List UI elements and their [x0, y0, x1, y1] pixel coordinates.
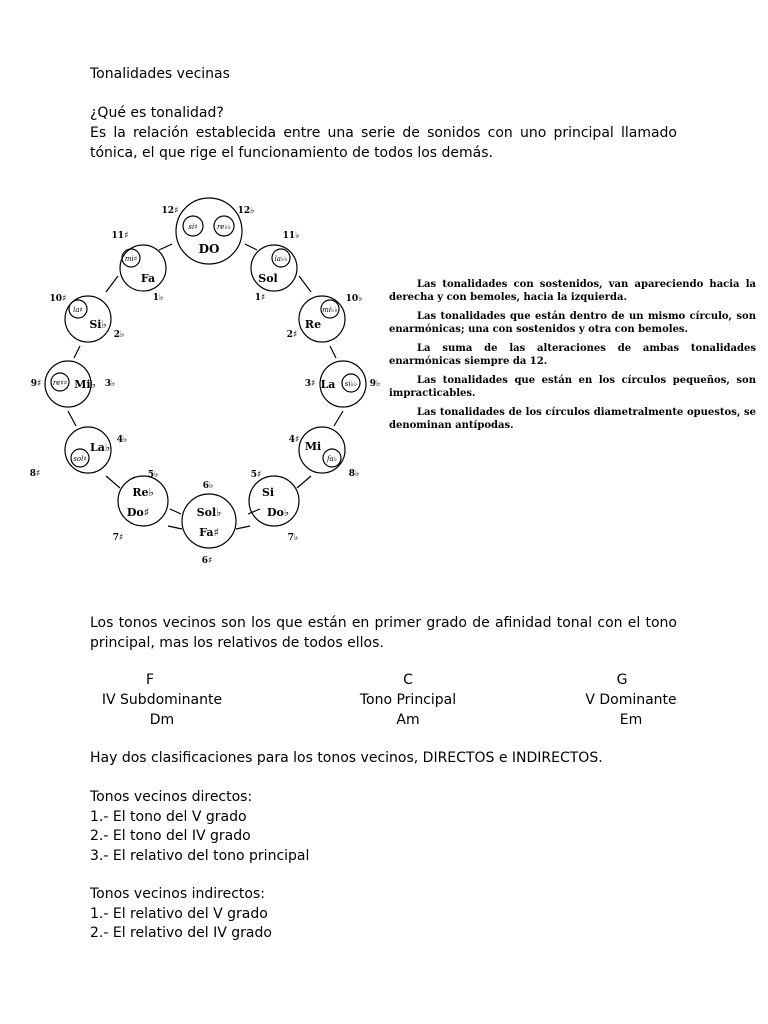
classification-text: Hay dos clasificaciones para los tonos vecinos, DIRECTOS e INDIRECTOS.: [90, 750, 603, 766]
direct-item-2: 2.- El tono del IV grado: [90, 828, 251, 844]
column-label: Tono Principal: [359, 692, 457, 708]
indirect-item-2: 2.- El relativo del IV grado: [90, 925, 272, 941]
column-principal: [308, 670, 508, 730]
svg-text:re♯♯: re♯♯: [52, 379, 68, 387]
column-key: F: [145, 672, 155, 688]
svg-text:fa♭: fa♭: [326, 455, 338, 463]
svg-text:si♭♭: si♭♭: [344, 380, 358, 388]
svg-text:3♯: 3♯: [304, 379, 316, 389]
circle-solb: [182, 494, 236, 548]
svg-text:Re♭: Re♭: [132, 486, 154, 499]
column-label: IV Subdominante: [101, 692, 223, 708]
svg-text:7♭: 7♭: [287, 533, 299, 543]
svg-text:Sol♭: Sol♭: [196, 506, 222, 519]
svg-text:6♭: 6♭: [202, 481, 214, 491]
diagram-notes: [389, 278, 756, 438]
svg-text:5♯: 5♯: [250, 470, 262, 480]
direct-heading: Tonos vecinos directos:: [90, 789, 253, 805]
note-3: La suma de las alteraciones de ambas tonalidades enarmónicas siempre da 12.: [389, 343, 756, 367]
svg-text:2♯: 2♯: [286, 330, 298, 340]
direct-item-1: 1.- El tono del V grado: [90, 809, 247, 825]
svg-text:Fa: Fa: [140, 272, 156, 285]
column-label: V Dominante: [585, 692, 677, 708]
svg-text:1♭: 1♭: [152, 293, 164, 303]
svg-text:8♯: 8♯: [29, 469, 41, 479]
svg-text:Mi: Mi: [304, 440, 322, 453]
svg-text:5♭: 5♭: [147, 470, 159, 480]
svg-text:Fa♯: Fa♯: [199, 526, 219, 539]
note-5: Las tonalidades de los círculos diametralmente opuestos, se denominan antípodas.: [389, 407, 756, 431]
svg-text:Mi♭: Mi♭: [74, 378, 96, 391]
svg-text:10♭: 10♭: [345, 294, 363, 304]
svg-text:La: La: [320, 378, 336, 391]
svg-text:si♯: si♯: [188, 223, 198, 231]
column-relative: Em: [619, 712, 643, 728]
svg-text:10♯: 10♯: [49, 294, 67, 304]
definition-paragraph: Es la relación establecida entre una serie de sonidos con uno principal llamado tónica, el que rige el funcionamiento de todos los demás.: [90, 125, 677, 161]
svg-text:6♯: 6♯: [201, 556, 213, 566]
note-4: Las tonalidades que están en los círculos pequeños, son impracticables.: [389, 375, 756, 399]
svg-text:12♭: 12♭: [237, 206, 255, 216]
indirect-item-1: 1.- El relativo del V grado: [90, 906, 268, 922]
svg-text:9♯: 9♯: [30, 379, 42, 389]
svg-text:Si♭: Si♭: [89, 318, 107, 331]
column-key: G: [616, 672, 628, 688]
svg-text:re♭♭: re♭♭: [216, 223, 232, 231]
svg-text:4♯: 4♯: [288, 435, 300, 445]
svg-text:Do♯: Do♯: [126, 506, 150, 519]
circle-of-fifths-diagram: [28, 196, 384, 572]
page-title: Tonalidades vecinas: [90, 66, 230, 82]
svg-text:7♯: 7♯: [112, 533, 124, 543]
column-relative: Am: [396, 712, 420, 728]
neighbors-paragraph: Los tonos vecinos son los que están en primer grado de afinidad tonal con el tono principal, mas los relativos de todos ellos.: [90, 615, 677, 651]
column-key: C: [403, 672, 413, 688]
note-2: Las tonalidades que están dentro de un mismo círculo, son enarmónicas; una con sostenidos y otra con bemoles.: [389, 311, 756, 335]
svg-text:la♯: la♯: [73, 306, 83, 314]
svg-text:1♯: 1♯: [254, 293, 266, 303]
svg-text:Sol: Sol: [258, 272, 278, 285]
svg-text:11♯: 11♯: [111, 231, 129, 241]
svg-text:mi♯: mi♯: [124, 255, 138, 263]
svg-text:Do♭: Do♭: [266, 506, 290, 519]
indirect-heading: Tonos vecinos indirectos:: [90, 886, 265, 902]
svg-text:2♭: 2♭: [113, 330, 125, 340]
svg-text:DO: DO: [198, 242, 220, 256]
column-relative: Dm: [149, 712, 175, 728]
svg-text:Si: Si: [261, 486, 275, 499]
question-heading: ¿Qué es tonalidad?: [90, 105, 224, 121]
svg-text:11♭: 11♭: [282, 231, 300, 241]
svg-text:mi♭♭: mi♭♭: [322, 306, 338, 314]
svg-text:Re: Re: [304, 318, 322, 331]
column-dominant: [531, 670, 731, 730]
svg-text:sol♯: sol♯: [73, 455, 87, 463]
svg-text:8♭: 8♭: [348, 469, 360, 479]
svg-text:9♭: 9♭: [369, 379, 381, 389]
svg-text:12♯: 12♯: [161, 206, 179, 216]
column-subdominant: [62, 670, 262, 730]
svg-text:La♭: La♭: [89, 441, 111, 454]
svg-text:3♭: 3♭: [104, 379, 116, 389]
note-1: Las tonalidades con sostenidos, van apareciendo hacia la derecha y con bemoles, hacia la izquierda.: [389, 279, 756, 303]
svg-text:la♭♭: la♭♭: [274, 255, 288, 263]
direct-item-3: 3.- El relativo del tono principal: [90, 848, 310, 864]
svg-text:4♭: 4♭: [116, 435, 128, 445]
